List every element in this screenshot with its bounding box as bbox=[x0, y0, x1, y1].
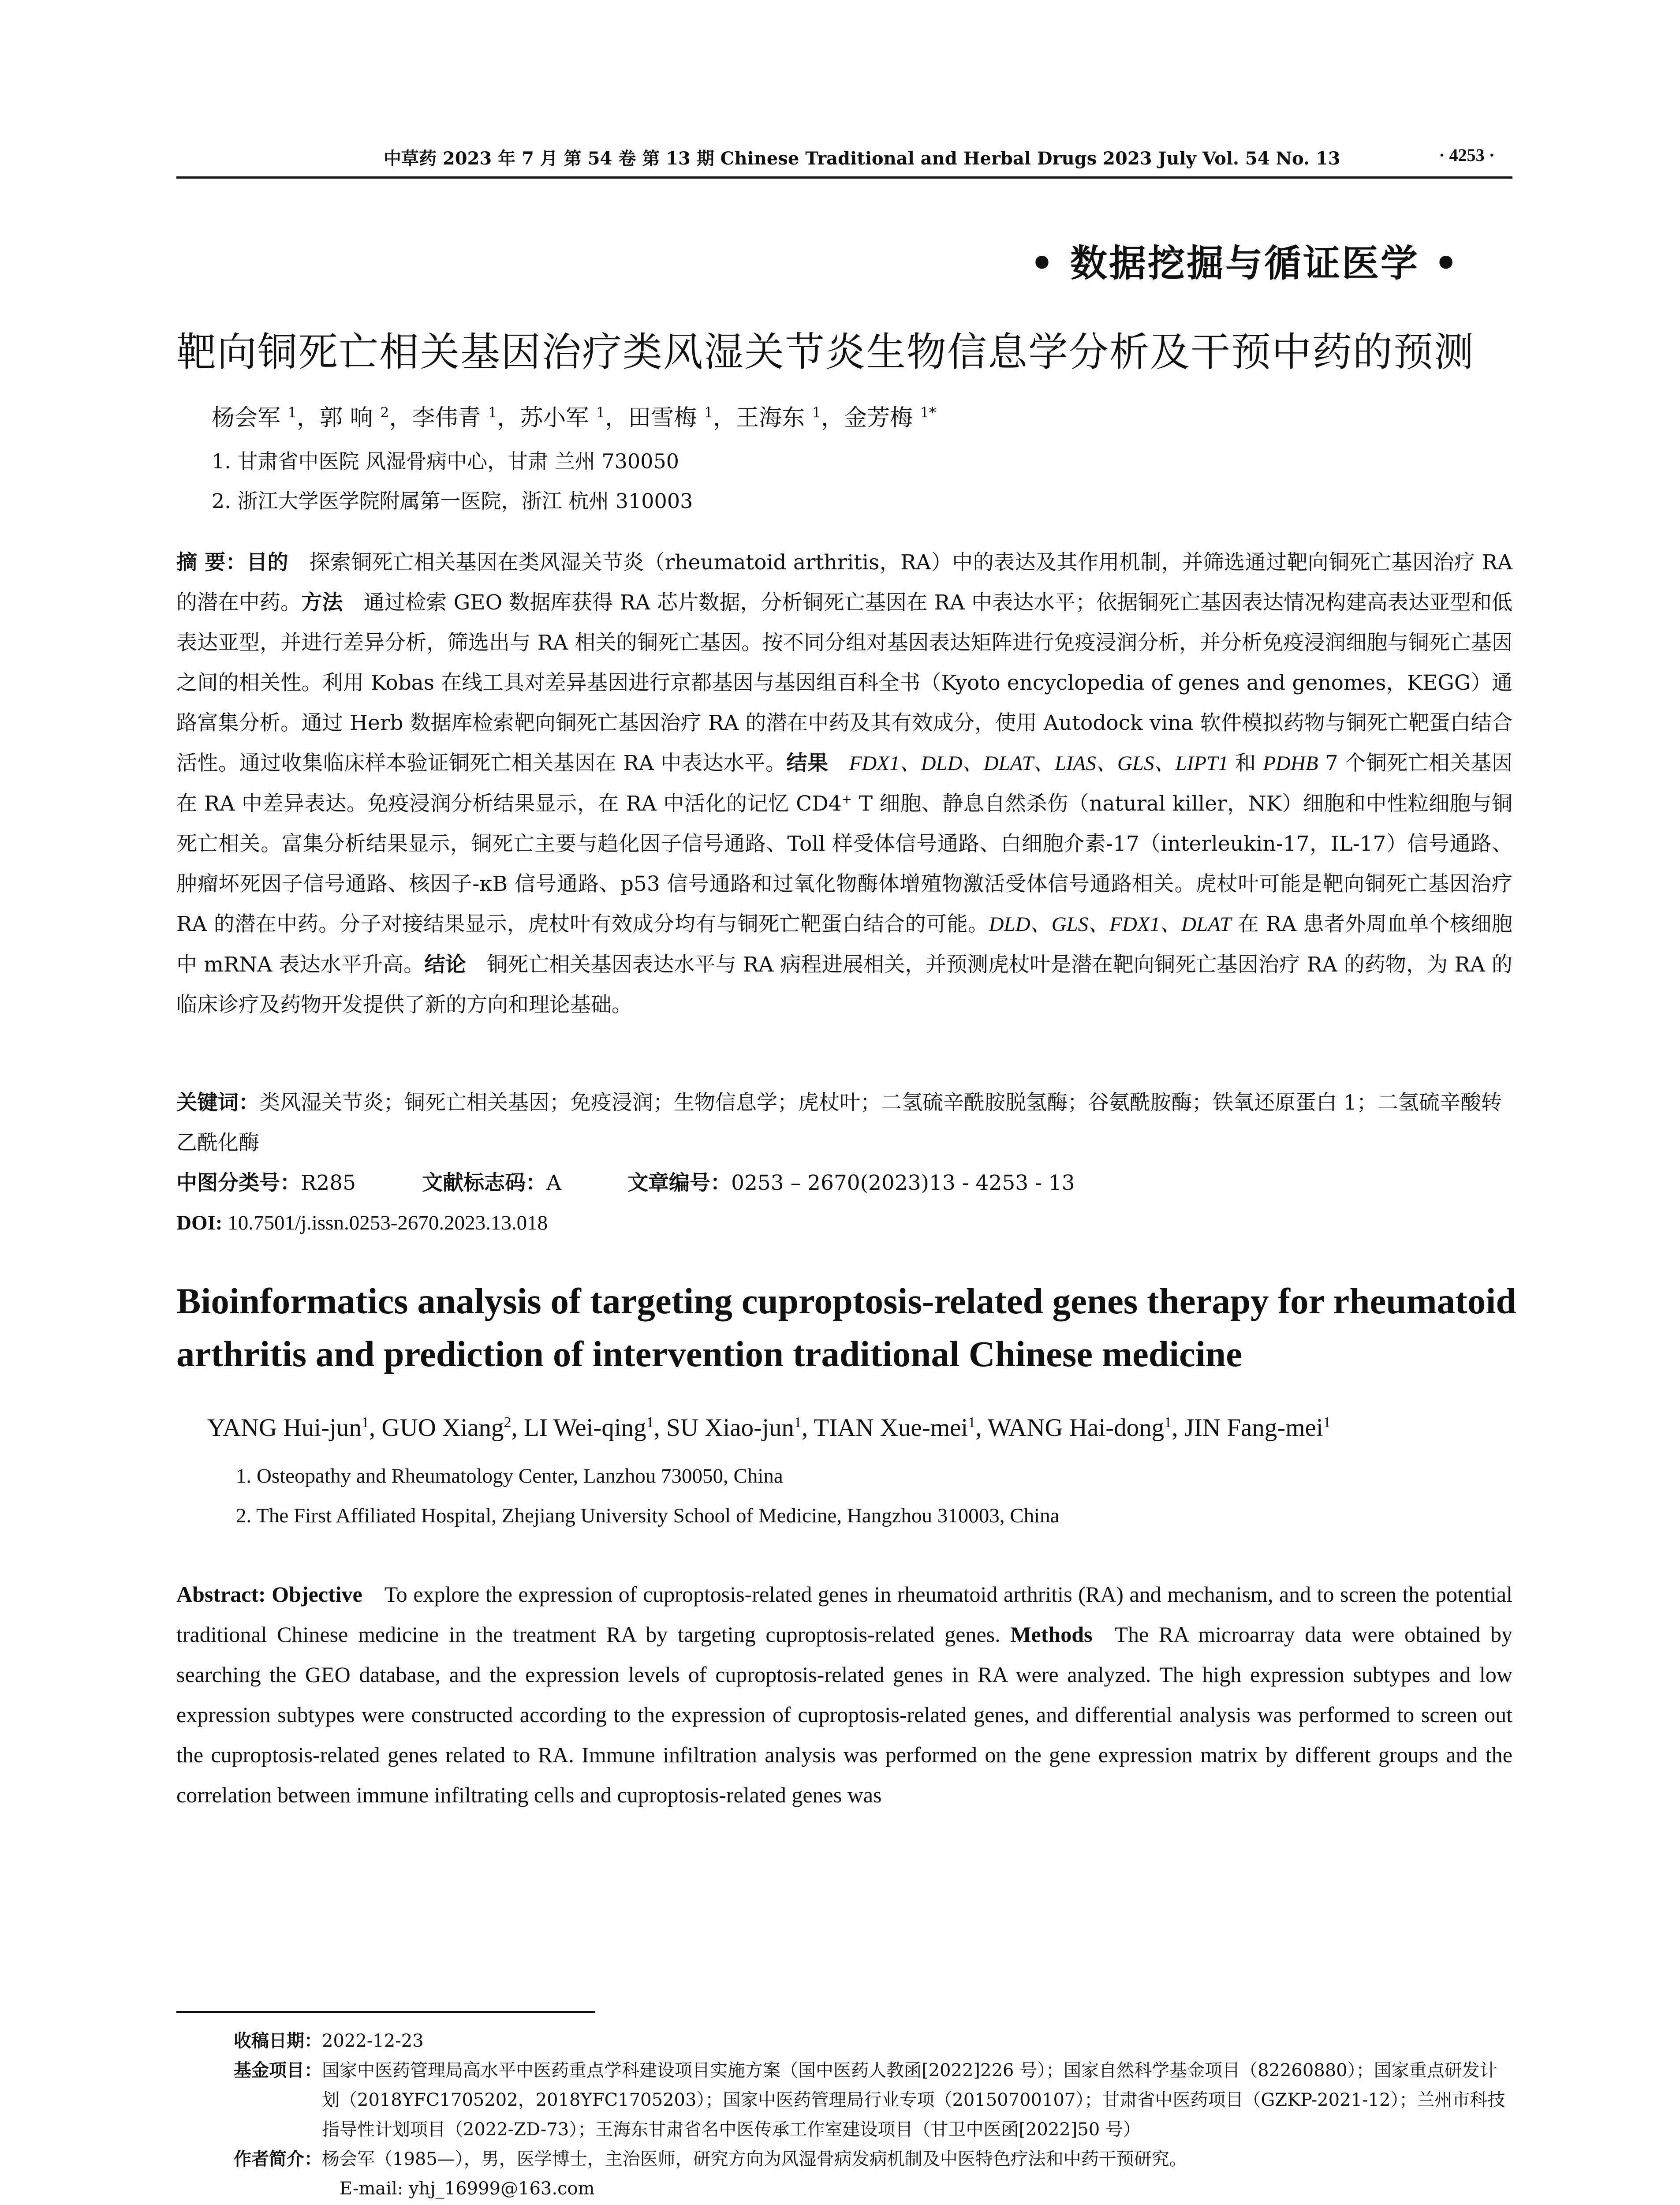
author: 郭 响 bbox=[319, 405, 373, 431]
author-affiliation-mark: 1 bbox=[361, 1414, 369, 1431]
results-label: 结果 bbox=[786, 751, 829, 775]
author-affiliation-mark: 1 bbox=[812, 404, 821, 421]
author-affiliation-mark: 2 bbox=[504, 1414, 511, 1431]
clc-value: R285 bbox=[301, 1171, 356, 1195]
clc-label: 中图分类号： bbox=[176, 1171, 301, 1195]
author-affiliation-mark: 1 bbox=[646, 1414, 654, 1431]
abstract-english bbox=[176, 1574, 1512, 1815]
affiliation-chinese: 1. 甘肃省中医院 风湿骨病中心，甘肃 兰州 730050 bbox=[212, 449, 679, 473]
author: SU Xiao-jun bbox=[666, 1414, 794, 1442]
doi-label: DOI: bbox=[176, 1211, 223, 1234]
author: WANG Hai-dong bbox=[987, 1414, 1165, 1442]
author-affiliation-mark: 1 bbox=[1323, 1414, 1331, 1431]
funding-label: 基金项目： bbox=[234, 2060, 322, 2081]
article-number-label: 文章编号： bbox=[627, 1171, 732, 1195]
author-affiliation-mark: 1 bbox=[794, 1414, 802, 1431]
running-header bbox=[176, 141, 1512, 179]
authors-english: YANG Hui-jun$^1$, GUO Xiang$^2$, LI Wei-qing$^1$, SU Xiao-jun$^1$, TIAN Xue-mei$^1$, WANG Hai-dong$^1$, JIN Fang-mei$^1$ bbox=[207, 1414, 1331, 1442]
author-affiliation-mark: 2 bbox=[380, 404, 389, 421]
doc-code-label: 文献标志码： bbox=[422, 1171, 547, 1195]
classification-line bbox=[176, 1163, 1512, 1203]
doi-line bbox=[176, 1203, 1512, 1243]
objective-text: 探索铜死亡相关基因在类风湿关节炎（rheumatoid arthritis，RA）中的表达及其作用机制，并筛选通过靶向铜死亡基因治疗 RA 的潜在中药。 bbox=[176, 550, 1512, 615]
superscript: + bbox=[841, 792, 852, 807]
author: TIAN Xue-mei bbox=[814, 1414, 968, 1442]
keywords-label: 关键词： bbox=[176, 1091, 259, 1115]
author-affiliation-mark: 1 bbox=[968, 1414, 976, 1431]
author-affiliation-mark: 1 bbox=[287, 404, 297, 421]
objective-label: 目的 bbox=[246, 550, 289, 575]
footnote-received bbox=[234, 2026, 1512, 2056]
objective-text: To explore the expression of cuproptosis-related genes in rheumatoid arthritis (RA) and mechanism, and to screen the potential traditional Chinese medicine in the treatment RA by targeting cuproptosis-related genes. bbox=[176, 1582, 1512, 1647]
column-label: • 数据挖掘与循证医学 • bbox=[1030, 241, 1460, 285]
author-affiliation-mark: 1 bbox=[596, 404, 605, 421]
conclusion-label: 结论 bbox=[424, 953, 466, 977]
author-email[interactable]: E-mail: yhj_16999@163.com bbox=[340, 2179, 595, 2199]
methods-label: 方法 bbox=[301, 590, 343, 615]
author: 李伟青 bbox=[412, 405, 481, 431]
footnote-author bbox=[234, 2145, 1512, 2174]
doi-value[interactable]: 10.7501/j.issn.0253-2670.2023.13.018 bbox=[228, 1211, 548, 1234]
author: 金芳梅 bbox=[844, 405, 913, 431]
keywords-text: 类风湿关节炎；铜死亡相关基因；免疫浸润；生物信息学；虎杖叶；二氢硫辛酰胺脱氢酶；谷氨酰胺酶；铁氧还原蛋白 1；二氢硫辛酸转乙酰化酶 bbox=[176, 1091, 1502, 1155]
author: YANG Hui-jun bbox=[207, 1414, 362, 1442]
author-affiliation-mark: 1* bbox=[920, 404, 936, 421]
funding-text: 国家中医药管理局高水平中医药重点学科建设项目实施方案（国中医药人教函[2022]226 号）；国家自然科学基金项目（82260880）；国家重点研发计划（2018YFC1705202，2018YFC1705203）；国家中医药管理局行业专项（20150700107）；甘肃省中医药项目（GZKP-2021-12）；兰州市科技指导性计划项目（2022-ZD-73）；王海东甘肃省名中医传承工作室建设项目（甘卫中医函[2022]50 号） bbox=[322, 2060, 1505, 2140]
title-english: Bioinformatics analysis of targeting cuproptosis-related genes therapy for rheumatoid arthritis and prediction of intervention traditional Chinese medicine bbox=[176, 1281, 1516, 1374]
page-number: · 4253 · bbox=[1439, 145, 1495, 165]
author-bio-label: 作者简介： bbox=[234, 2149, 322, 2169]
author-bio-text: 杨会军（1985—），男，医学博士，主治医师，研究方向为风湿骨病发病机制及中医特色疗法和中药干预研究。 bbox=[322, 2149, 1187, 2169]
article-number-value: 0253 – 2670(2023)13 - 4253 - 13 bbox=[731, 1171, 1075, 1195]
author-affiliation-mark: 1 bbox=[1164, 1414, 1172, 1431]
doc-code-value: A bbox=[546, 1171, 562, 1195]
author: LI Wei-qing bbox=[523, 1414, 646, 1442]
affiliation-english: 1. Osteopathy and Rheumatology Center, Lanzhou 730050, China bbox=[236, 1465, 783, 1487]
author: JIN Fang-mei bbox=[1184, 1414, 1323, 1442]
results-text: 在 RA 患者外周血单个核细胞中 mRNA 表达水平升高。 bbox=[176, 912, 1512, 977]
footnote-funding bbox=[234, 2056, 1512, 2145]
author: GUO Xiang bbox=[381, 1414, 504, 1442]
methods-label: Methods bbox=[1010, 1622, 1093, 1647]
author-affiliation-mark: 1 bbox=[704, 404, 713, 421]
journal-info: 中草药 2023 年 7 月 第 54 卷 第 13 期 Chinese Traditional and Herbal Drugs 2023 July Vol. 54 No. 13 bbox=[384, 148, 1340, 169]
received-label: 收稿日期： bbox=[234, 2031, 322, 2051]
results-text: 和 bbox=[1235, 751, 1256, 775]
gene-list: DLD、GLS、FDX1、DLAT bbox=[989, 913, 1232, 936]
abstract-objective-label: Abstract: Objective bbox=[176, 1582, 362, 1607]
author: 田雪梅 bbox=[628, 405, 697, 431]
received-date: 2022-12-23 bbox=[322, 2031, 424, 2051]
abstract-label: 摘 要： bbox=[176, 550, 247, 575]
title-chinese: 靶向铜死亡相关基因治疗类风湿关节炎生物信息学分析及干预中药的预测 bbox=[176, 329, 1475, 375]
authors-chinese: 杨会军 $^1$，郭 响 $^2$，李伟青 $^1$，苏小军 $^1$，田雪梅 $^1$，王海东 $^1$，金芳梅 $^{1*}$ bbox=[212, 404, 936, 431]
methods-text: The RA microarray data were obtained by searching the GEO database, and the expression levels of cuproptosis-related genes in RA were analyzed. The high expression subtypes and low expression subtypes were constructed according to the expression of cuproptosis-related genes, and differential analysis was performed to screen out the cuproptosis-related genes related to RA. Immune infiltration analysis was performed on the gene expression matrix by different groups and the correlation between immune infiltrating cells and cuproptosis-related genes was bbox=[176, 1622, 1512, 1807]
gene-name: PDHB bbox=[1263, 752, 1318, 775]
affiliation-chinese: 2. 浙江大学医学院附属第一医院，浙江 杭州 310003 bbox=[212, 489, 693, 513]
footnotes bbox=[234, 2026, 1512, 2205]
author: 杨会军 bbox=[212, 405, 281, 431]
keywords-chinese bbox=[176, 1083, 1512, 1163]
results-text: T 细胞、静息自然杀伤（natural killer，NK）细胞和中性粒细胞与铜死亡相关。富集分析结果显示，铜死亡主要与趋化因子信号通路、Toll 样受体信号通路、白细胞介素-17（interleukin-17，IL-17）信号通路、肿瘤坏死因子信号通路、核因子-κB 信号通路、p53 信号通路和过氧化物酶体增殖物激活受体信号通路相关。虎杖叶可能是靶向铜死亡基因治疗 RA 的潜在中药。分子对接结果显示，虎杖叶有效成分均有与铜死亡靶蛋白结合的可能。 bbox=[176, 792, 1513, 936]
results-text: 7 个铜死亡相关基因在 RA 中差异表达。免疫浸润分析结果显示，在 RA 中活化的记忆 CD4 bbox=[176, 751, 1512, 816]
author-affiliation-mark: 1 bbox=[488, 404, 497, 421]
conclusion-text: 铜死亡相关基因表达水平与 RA 病程进展相关，并预测虎杖叶是潜在靶向铜死亡基因治疗 RA 的药物，为 RA 的临床诊疗及药物开发提供了新的方向和理论基础。 bbox=[176, 953, 1512, 1017]
footnote-divider bbox=[176, 2011, 595, 2013]
affiliation-english: 2. The First Affiliated Hospital, Zhejiang University School of Medicine, Hangzhou 310003, China bbox=[236, 1504, 1060, 1527]
author: 王海东 bbox=[736, 405, 805, 431]
methods-text: 通过检索 GEO 数据库获得 RA 芯片数据，分析铜死亡基因在 RA 中表达水平；依据铜死亡基因表达情况构建高表达亚型和低表达亚型，并进行差异分析，筛选出与 RA 相关的铜死亡基因。按不同分组对基因表达矩阵进行免疫浸润分析，并分析免疫浸润细胞与铜死亡基因之间的相关性。利用 Kobas 在线工具对差异基因进行京都基因与基因组百科全书（Kyoto encyclopedia of genes and genomes，KEGG）通路富集分析。通过 Herb 数据库检索靶向铜死亡基因治疗 RA 的潜在中药及其有效成分，使用 Autodock vina 软件模拟药物与铜死亡靶蛋白结合活性。通过收集临床样本验证铜死亡相关基因在 RA 中表达水平。 bbox=[176, 590, 1513, 775]
abstract-chinese bbox=[176, 542, 1512, 1025]
author: 苏小军 bbox=[520, 405, 589, 431]
gene-list: FDX1、DLD、DLAT、LIAS、GLS、LIPT1 bbox=[849, 752, 1228, 775]
